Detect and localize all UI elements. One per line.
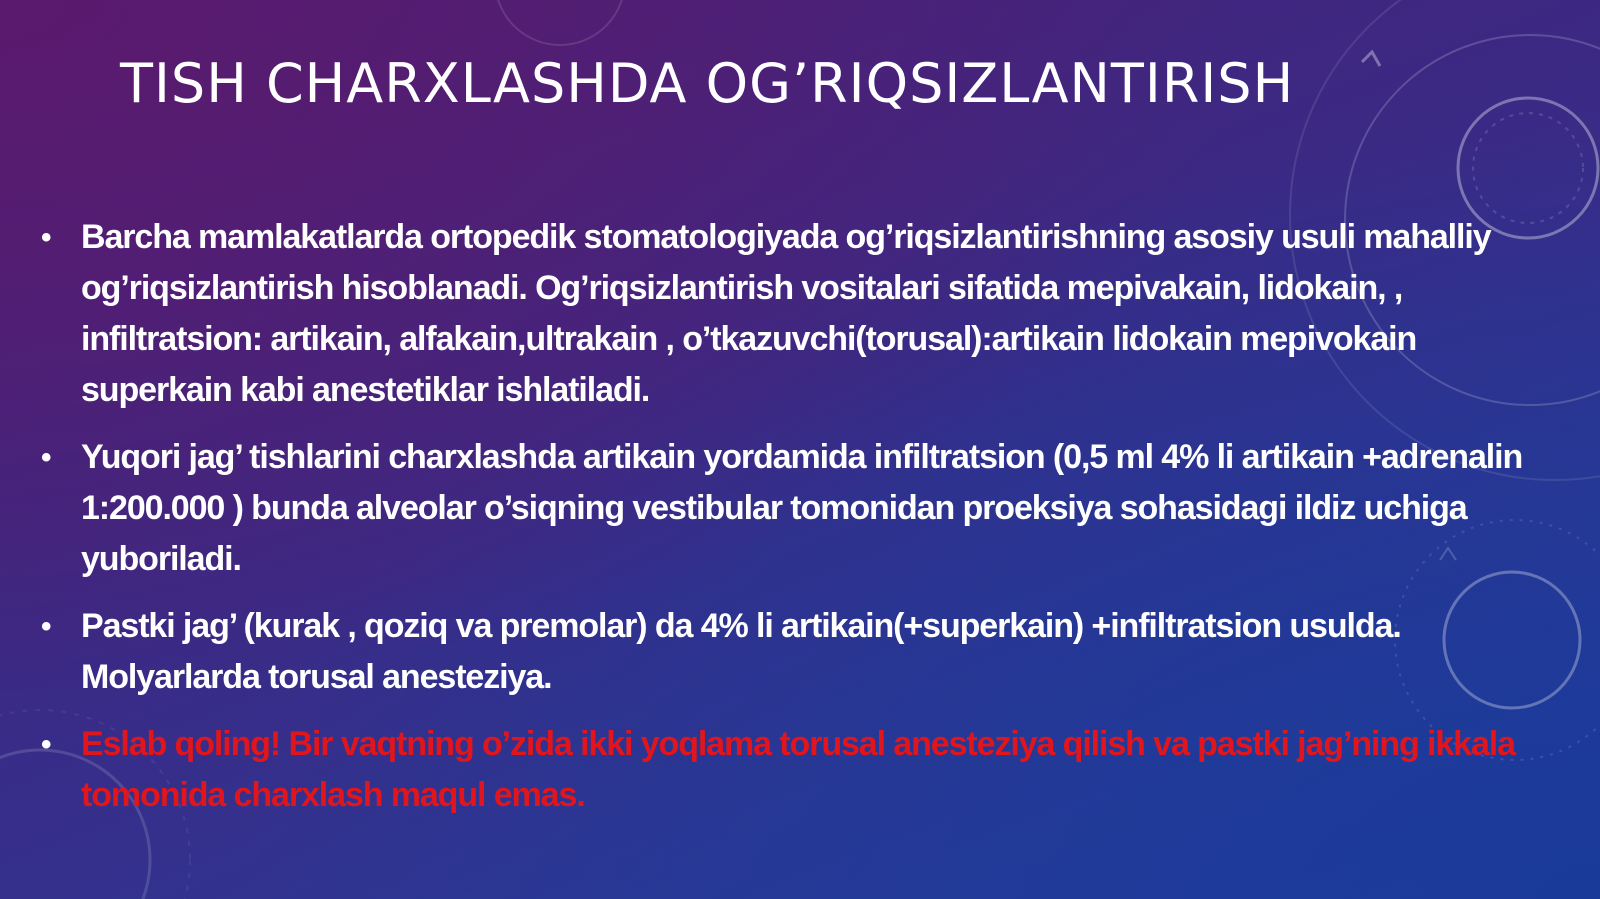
bullet-text: Yuqori jag’ tishlarini charxlashda artikain yordamida infiltratsion (0,5 ml 4% li artikain +adrenalin 1:200.000 ) bunda alveolar o’siqning vestibular tomonidan proeksiya sohasidagi ildiz uchiga yuboriladi. [81, 438, 1523, 578]
bullet-point-icon: • [41, 221, 51, 254]
bullet-point-icon: • [41, 441, 51, 474]
bullet-item-upper-jaw [0, 432, 1560, 585]
bullet-text: Pastki jag’ (kurak , qoziq va premolar) da 4% li artikain(+superkain) +infiltratsion usulda. Molyarlarda torusal anesteziya. [81, 607, 1401, 696]
bullet-list [0, 212, 1560, 837]
bullet-text: Barcha mamlakatlarda ortopedik stomatologiyada og’riqsizlantirishning asosiy usuli mahalliy og’riqsizlantirish hisoblanadi. Og’riqsizlantirish vositalari sifatida mepivakain, lidokain, , infiltratsion: artikain, alfakain,ultrakain , o’tkazuvchi(torusal):artikain lidokain mepivokain superkain kabi anestetiklar ishlatiladi. [81, 218, 1491, 409]
bullet-item-warning [0, 719, 1560, 821]
warning-text: Eslab qoling! Bir vaqtning o’zida ikki yoqlama torusal anesteziya qilish va pastki jag’ning ikkala tomonida charxlash maqul emas. [81, 725, 1515, 814]
bullet-item-anesthesia-methods [0, 212, 1560, 416]
bullet-point-icon: • [41, 728, 51, 761]
bullet-item-lower-jaw [0, 601, 1560, 703]
bullet-point-icon: • [41, 610, 51, 643]
slide-title: TISH CHARXLASHDA OG’RIQSIZLANTIRISH [120, 52, 1295, 115]
